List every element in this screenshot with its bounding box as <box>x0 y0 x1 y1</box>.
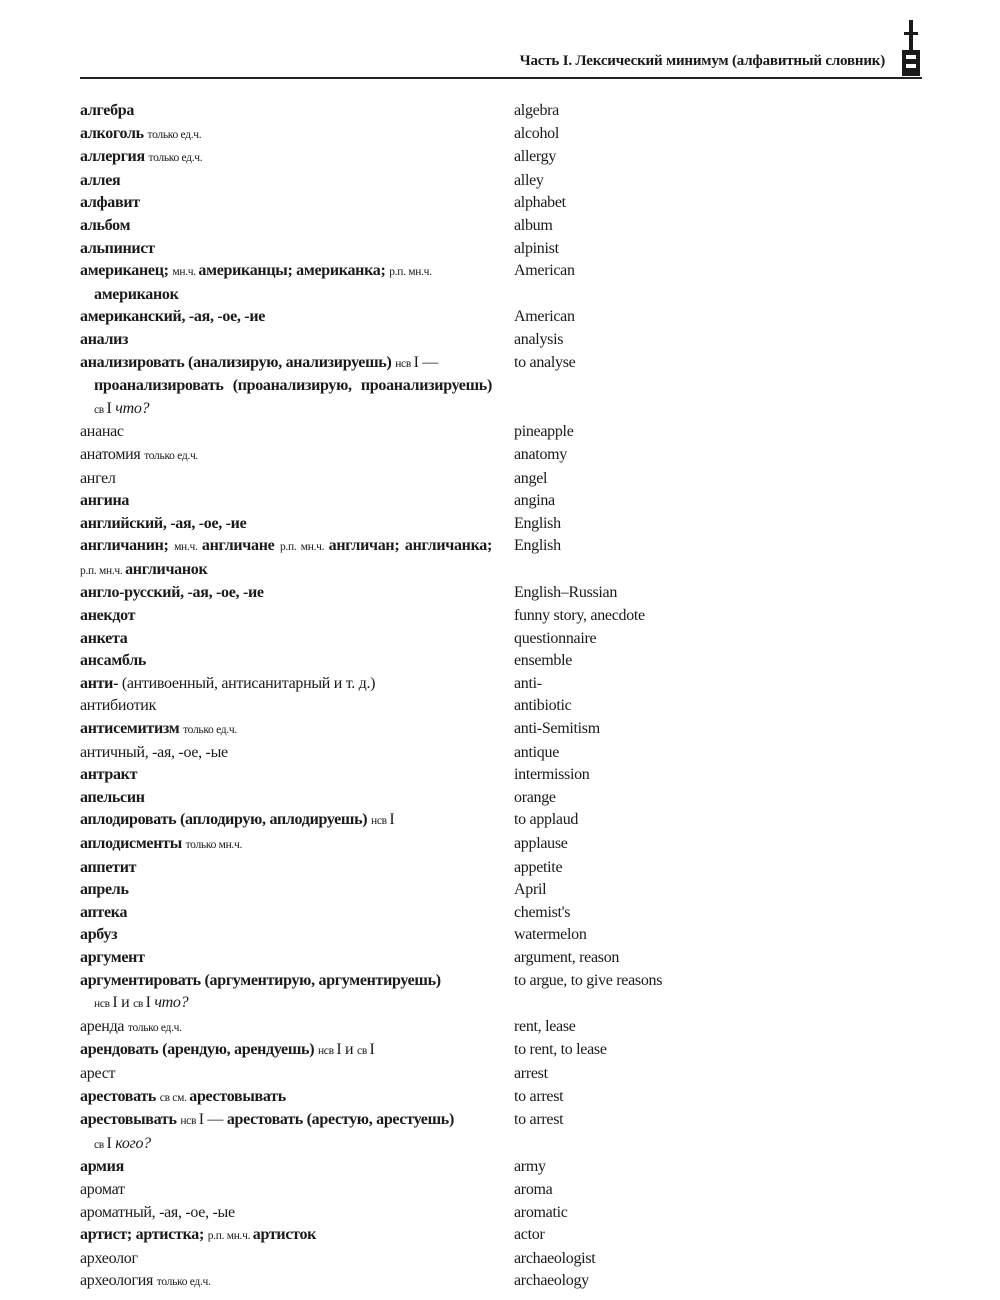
english-translation: funny story, anecdote <box>514 607 645 625</box>
english-translation: alpinist <box>514 239 559 257</box>
dictionary-entry <box>80 468 920 491</box>
dictionary-entry <box>80 924 920 947</box>
headword-text: арендовать (арендую, арендуешь) <box>80 1041 318 1059</box>
headword-text: I <box>369 1041 375 1059</box>
dictionary-entry <box>80 513 920 536</box>
dictionary-entry <box>80 787 920 810</box>
case-question: кого? <box>115 1134 151 1152</box>
dictionary-entry <box>80 947 920 970</box>
russian-headword <box>80 857 492 880</box>
dictionary-entry <box>80 857 920 880</box>
headword-text: аллергия <box>80 148 149 166</box>
russian-headword <box>80 628 492 651</box>
english-translation: anatomy <box>514 445 567 463</box>
grammar-note: св <box>94 1138 107 1151</box>
headword-text: американский, -ая, -ое, -ие <box>80 308 266 326</box>
russian-headword <box>80 833 492 857</box>
dictionary-entry <box>80 238 920 261</box>
english-translation: applause <box>514 835 568 852</box>
grammar-note: нсв <box>94 998 113 1011</box>
russian-headword <box>80 535 492 582</box>
dictionary-entry <box>80 192 920 215</box>
case-question: что? <box>115 399 150 417</box>
case-question: что? <box>154 994 189 1012</box>
russian-headword <box>80 1063 492 1086</box>
english-translation: aroma <box>514 1180 553 1198</box>
headword-continuation <box>80 992 492 1016</box>
russian-headword <box>80 650 492 673</box>
headword-text: арест <box>80 1064 116 1082</box>
english-translation: intermission <box>514 766 590 784</box>
headword-text: анализ <box>80 330 129 348</box>
english-translation: argument, reason <box>514 948 620 966</box>
english-translation: antibiotic <box>514 697 572 715</box>
headword-text: I и <box>112 994 134 1012</box>
headword-text: анкета <box>80 629 128 647</box>
english-translation: ensemble <box>514 652 573 670</box>
english-translation: English–Russian <box>514 584 618 602</box>
dictionary-entries <box>80 100 920 1294</box>
english-translation: anti-Semitism <box>514 720 600 738</box>
dictionary-entry <box>80 764 920 787</box>
russian-headword <box>80 902 492 925</box>
english-translation: antique <box>514 743 559 761</box>
russian-headword <box>80 1086 492 1110</box>
russian-headword <box>80 970 492 1016</box>
headword-text: ананас <box>80 423 124 441</box>
headword-text: анекдот <box>80 607 136 625</box>
headword-text: антракт <box>80 766 138 784</box>
dictionary-entry <box>80 1109 920 1156</box>
headword-text: аргументировать (аргументирую, аргументируешь) <box>80 971 441 989</box>
russian-headword <box>80 306 492 329</box>
headword-text: анти- <box>80 674 122 692</box>
russian-headword <box>80 742 492 765</box>
dictionary-entry <box>80 1202 920 1225</box>
headword-text: аренда <box>80 1017 128 1035</box>
dictionary-entry <box>80 833 920 857</box>
grammar-note: только ед.ч. <box>148 152 203 165</box>
english-translation: alphabet <box>514 194 566 212</box>
headword-text: арбуз <box>80 926 118 944</box>
english-translation: arrest <box>514 1064 548 1082</box>
dictionary-entry <box>80 628 920 651</box>
dictionary-entry <box>80 306 920 329</box>
english-translation: orange <box>514 788 556 806</box>
dictionary-entry <box>80 260 920 306</box>
headword-text: (антивоенный, антисанитарный и т. д.) <box>121 674 376 692</box>
english-translation: angel <box>514 469 548 487</box>
english-translation: to argue, to give reasons <box>514 971 663 989</box>
headword-text: американок <box>94 285 179 303</box>
russian-headword <box>80 146 492 170</box>
headword-text: археолог <box>80 1249 138 1267</box>
english-translation: anti- <box>514 674 542 692</box>
english-translation: archaeology <box>514 1272 589 1290</box>
headword-text: арестовать <box>80 1087 160 1105</box>
english-translation: archaeologist <box>514 1249 596 1267</box>
headword-text: апрель <box>80 881 129 899</box>
headword-text: аплодировать (аплодирую, аплодируешь) <box>80 811 371 829</box>
grammar-note: р.п. мн.ч. <box>80 564 126 577</box>
english-translation: to analyse <box>514 353 576 371</box>
dictionary-entry <box>80 742 920 765</box>
headword-text: альбом <box>80 216 131 234</box>
grammar-note: св <box>357 1045 370 1058</box>
headword-text: американец; <box>80 262 173 280</box>
grammar-note: только ед.ч. <box>183 724 237 737</box>
english-translation: algebra <box>514 102 559 119</box>
russian-headword <box>80 1179 492 1202</box>
dictionary-entry <box>80 1270 920 1294</box>
english-translation: watermelon <box>514 926 587 944</box>
headword-continuation <box>80 284 492 307</box>
dictionary-entry <box>80 170 920 193</box>
russian-headword <box>80 673 492 696</box>
headword-text: артист; артистка; <box>80 1226 208 1244</box>
headword-text: алкоголь <box>80 124 148 142</box>
headword-text: алгебра <box>80 102 135 119</box>
headword-text: анатомия <box>80 445 145 463</box>
headword-text: ангел <box>80 469 116 487</box>
headword-text: ароматный, -ая, -ое, -ые <box>80 1203 235 1221</box>
russian-headword <box>80 421 492 444</box>
grammar-note: св см. <box>159 1091 190 1104</box>
headword-text: английский, -ая, -ое, -ие <box>80 514 247 532</box>
russian-headword <box>80 513 492 536</box>
russian-headword <box>80 879 492 902</box>
dictionary-entry <box>80 215 920 238</box>
russian-headword <box>80 100 492 123</box>
headword-text: англичан; англичанка; <box>328 537 492 555</box>
headword-text: ансамбль <box>80 652 147 670</box>
headword-text: аптека <box>80 903 128 921</box>
english-translation: aromatic <box>514 1203 568 1221</box>
dictionary-entry <box>80 673 920 696</box>
grammar-note: р.п. мн.ч. <box>207 1230 253 1243</box>
running-header <box>80 52 885 78</box>
russian-headword <box>80 718 492 742</box>
russian-headword <box>80 605 492 628</box>
headword-text: аргумент <box>80 948 145 966</box>
headword-continuation <box>80 375 492 421</box>
english-translation: angina <box>514 492 555 510</box>
russian-headword <box>80 329 492 352</box>
headword-text: I — <box>413 353 439 371</box>
english-translation: to rent, to lease <box>514 1041 607 1059</box>
headword-text: американцы; американка; <box>198 262 390 280</box>
dictionary-entry <box>80 1039 920 1063</box>
russian-headword <box>80 947 492 970</box>
running-title: Часть I. Лексический минимум (алфавитный словник) <box>519 53 885 69</box>
grammar-note: мн.ч. <box>172 266 199 279</box>
grammar-note: только ед.ч. <box>127 1021 182 1034</box>
grammar-note: р.п. мн.ч. <box>279 541 329 554</box>
headword-text: апельсин <box>80 788 145 806</box>
dictionary-entry <box>80 490 920 513</box>
english-translation: rent, lease <box>514 1017 576 1035</box>
dictionary-entry <box>80 352 920 422</box>
grammar-note: только ед.ч. <box>144 449 199 462</box>
russian-headword <box>80 490 492 513</box>
grammar-note: нсв <box>180 1115 199 1128</box>
english-translation: to arrest <box>514 1087 564 1105</box>
russian-headword <box>80 238 492 261</box>
russian-headword <box>80 1270 492 1294</box>
headword-text: англичанок <box>125 560 208 578</box>
headword-text: англичане <box>201 537 280 555</box>
dictionary-entry <box>80 1179 920 1202</box>
headword-text: проанализировать (проанализирую, проанализируешь) <box>94 377 492 395</box>
russian-headword <box>80 444 492 468</box>
english-translation: to arrest <box>514 1111 564 1129</box>
dictionary-entry <box>80 444 920 468</box>
russian-headword <box>80 1202 492 1225</box>
russian-headword <box>80 352 492 422</box>
dictionary-entry <box>80 100 920 123</box>
dictionary-entry <box>80 1016 920 1040</box>
russian-headword <box>80 192 492 215</box>
dictionary-entry <box>80 1224 920 1248</box>
english-translation: pineapple <box>514 423 574 441</box>
dictionary-entry <box>80 1156 920 1179</box>
english-translation: alcohol <box>514 124 559 142</box>
dictionary-entry <box>80 605 920 628</box>
dictionary-entry <box>80 1248 920 1271</box>
headword-text: арестовывать <box>80 1111 181 1129</box>
dictionary-entry <box>80 582 920 605</box>
headword-text: I и <box>336 1041 358 1059</box>
grammar-note: св <box>94 403 107 416</box>
english-translation: English <box>514 537 561 555</box>
grammar-note: только ед.ч. <box>156 1276 211 1289</box>
english-translation: English <box>514 514 561 532</box>
russian-headword <box>80 1109 492 1156</box>
dictionary-entry <box>80 329 920 352</box>
russian-headword <box>80 1156 492 1179</box>
page-thumb-tab-icon <box>898 18 924 78</box>
russian-headword <box>80 1224 492 1248</box>
english-translation: actor <box>514 1226 545 1244</box>
english-translation: April <box>514 881 547 899</box>
headword-text: арестовать (арестую, арестуешь) <box>226 1111 454 1129</box>
english-translation: chemist's <box>514 903 571 921</box>
russian-headword <box>80 582 492 605</box>
headword-text: алфавит <box>80 194 140 212</box>
english-translation: appetite <box>514 858 563 876</box>
headword-text: I <box>106 399 116 417</box>
dictionary-entry <box>80 1086 920 1110</box>
russian-headword <box>80 764 492 787</box>
headword-text: I <box>106 1134 116 1152</box>
headword-text: аппетит <box>80 858 137 876</box>
headword-text: ангина <box>80 492 130 510</box>
english-translation: army <box>514 1158 546 1176</box>
english-translation: American <box>514 262 575 280</box>
headword-text: англичанин; <box>80 537 175 555</box>
dictionary-entry <box>80 146 920 170</box>
headword-text: антисемитизм <box>80 720 184 738</box>
english-translation: analysis <box>514 330 564 348</box>
grammar-note: нсв <box>395 357 414 370</box>
headword-text: антибиотик <box>80 697 157 715</box>
dictionary-entry <box>80 650 920 673</box>
russian-headword <box>80 695 492 718</box>
grammar-note: только мн.ч. <box>185 839 243 851</box>
headword-text: англо-русский, -ая, -ое, -ие <box>80 584 264 602</box>
russian-headword <box>80 468 492 491</box>
dictionary-entry <box>80 718 920 742</box>
dictionary-entry <box>80 123 920 147</box>
dictionary-entry <box>80 1063 920 1086</box>
dictionary-entry <box>80 970 920 1016</box>
grammar-note: мн.ч. <box>174 541 202 554</box>
russian-headword <box>80 260 492 306</box>
english-translation: album <box>514 216 553 234</box>
grammar-note: нсв <box>371 815 390 828</box>
headword-text: археология <box>80 1272 157 1290</box>
headword-text: артисток <box>252 1226 317 1244</box>
russian-headword <box>80 215 492 238</box>
dictionary-entry <box>80 879 920 902</box>
headword-continuation <box>80 1133 492 1157</box>
dictionary-entry <box>80 421 920 444</box>
english-translation: American <box>514 308 575 326</box>
grammar-note: только ед.ч. <box>147 128 202 141</box>
headword-text: аллея <box>80 171 121 189</box>
grammar-note: св <box>133 998 146 1011</box>
russian-headword <box>80 1039 492 1063</box>
russian-headword <box>80 787 492 810</box>
headword-text: I <box>145 994 155 1012</box>
grammar-note: р.п. мн.ч. <box>389 266 432 279</box>
headword-text: I — <box>198 1111 227 1129</box>
english-translation: to applaud <box>514 811 579 829</box>
russian-headword <box>80 924 492 947</box>
headword-text: античный, -ая, -ое, -ые <box>80 743 228 761</box>
dictionary-entry <box>80 902 920 925</box>
english-translation: alley <box>514 171 544 189</box>
dictionary-entry <box>80 535 920 582</box>
russian-headword <box>80 170 492 193</box>
headword-text: арестовывать <box>189 1087 286 1105</box>
headword-text: I <box>389 811 395 829</box>
headword-text: аромат <box>80 1180 125 1198</box>
russian-headword <box>80 809 492 833</box>
dictionary-entry <box>80 809 920 833</box>
russian-headword <box>80 123 492 147</box>
russian-headword <box>80 1248 492 1271</box>
russian-headword <box>80 1016 492 1040</box>
headword-text: альпинист <box>80 239 155 257</box>
english-translation: allergy <box>514 148 557 166</box>
headword-text: армия <box>80 1158 124 1176</box>
header-rule <box>80 77 922 79</box>
headword-text: анализировать (анализирую, анализируешь) <box>80 353 396 371</box>
english-translation: questionnaire <box>514 629 597 647</box>
grammar-note: нсв <box>317 1045 337 1058</box>
headword-text: аплодисменты <box>80 835 186 852</box>
dictionary-entry <box>80 695 920 718</box>
